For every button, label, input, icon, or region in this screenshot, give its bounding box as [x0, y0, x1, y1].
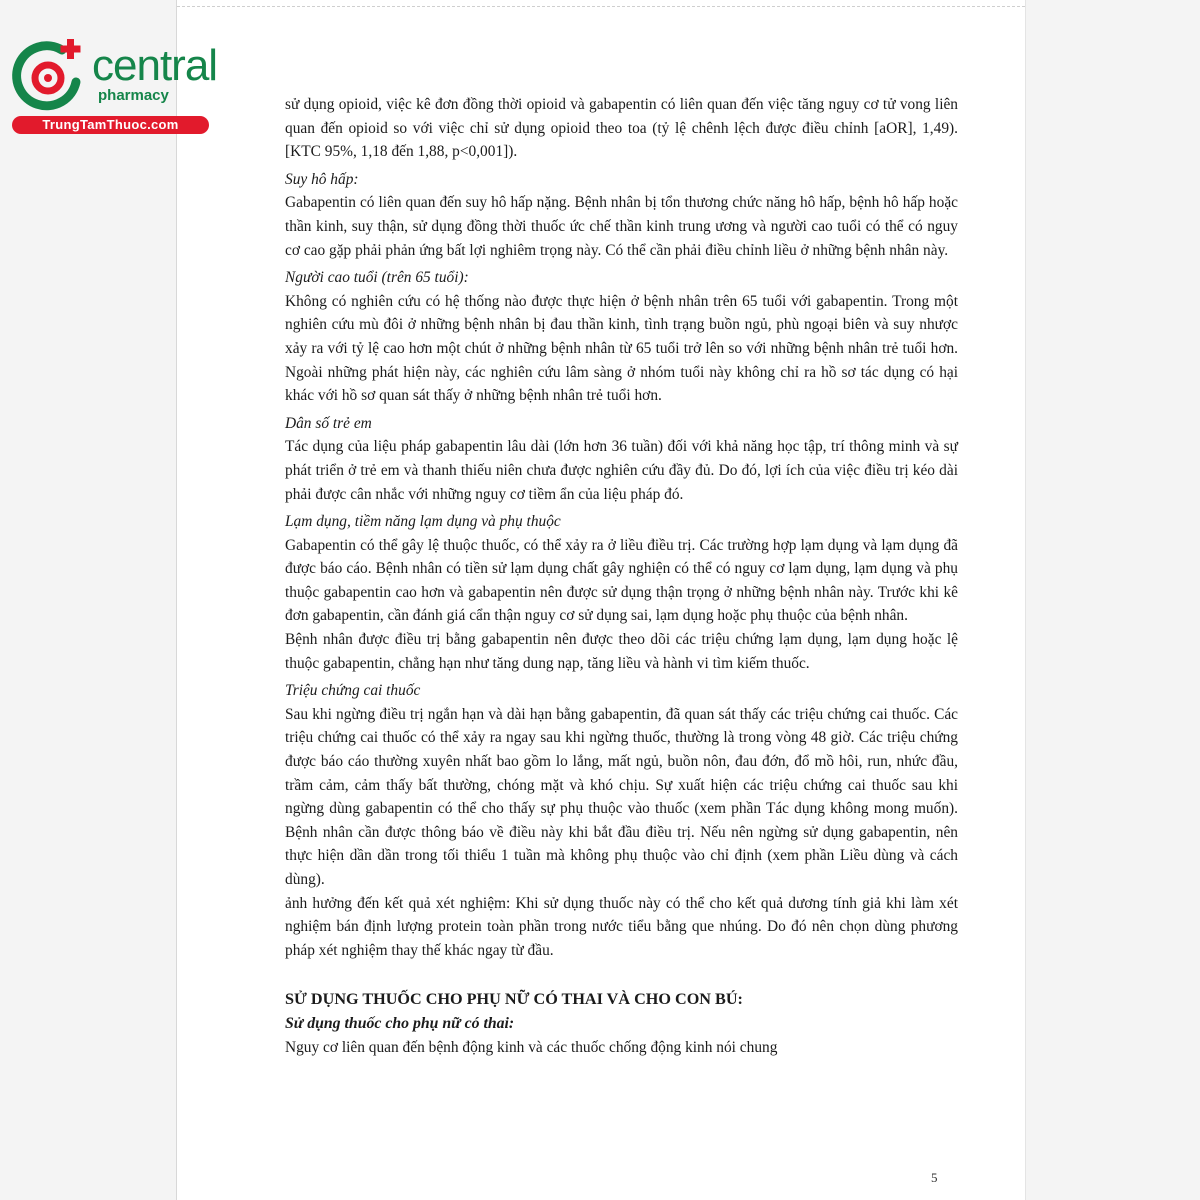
- section-paragraph: Gabapentin có liên quan đến suy hô hấp nặng. Bệnh nhân bị tổn thương chức năng hô hấp, bệnh hô hấp hoặc thần kinh, suy thận, sử dụng đồng thời thuốc ức chế thần kinh trung ương và người cao tuổi có thể có nguy cơ cao gặp phải phản ứng bất lợi nghiêm trọng này. Có thể cần phải điều chỉnh liều ở những bệnh nhân này.: [285, 194, 958, 259]
- central-pharmacy-logo: [10, 36, 218, 136]
- section-heading-pediatric: Dân số trẻ em: [285, 414, 372, 432]
- intro-paragraph: sử dụng opioid, việc kê đơn đồng thời opioid và gabapentin có liên quan đến việc tăng nguy cơ tử vong liên quan đến opioid so với việc chỉ sử dụng opioid theo toa (tỷ lệ chênh lệch được điều chỉnh [aOR], 1,49). [KTC 95%, 1,18 đến 1,88, p<0,001]).: [285, 96, 958, 161]
- page-number: 5: [931, 1170, 938, 1185]
- section-heading-withdrawal: Triệu chứng cai thuốc: [285, 682, 421, 700]
- section-paragraph: Sau khi ngừng điều trị ngắn hạn và dài hạn bằng gabapentin, đã quan sát thấy các triệu chứng cai thuốc. Các triệu chứng cai thuốc có thể xảy ra ngay sau khi ngừng thuốc, thường là trong vòng 48 giờ. Các triệu chứng được báo cáo thường xuyên nhất bao gồm lo lắng, mất ngủ, buồn nôn, đau đớn, đổ mồ hôi, run, nhức đầu, trầm cảm, cảm thấy bất thường, chóng mặt và khó chịu. Sự xuất hiện các triệu chứng cai thuốc sau khi ngừng dùng gabapentin có thể cho thấy sự phụ thuộc vào thuốc (xem phần Tác dụng không mong muốn). Bệnh nhân cần được thông báo về điều này khi bắt đầu điều trị. Nếu nên ngừng sử dụng gabapentin, nên thực hiện dần dần trong tối thiểu 1 tuần mà không phụ thuộc vào chỉ định (xem phần Liều dùng và cách dùng).: [285, 705, 958, 888]
- logo-brand-subtitle: pharmacy: [98, 87, 169, 104]
- page-edge-line: [177, 6, 1025, 7]
- section-heading-elderly: Người cao tuổi (trên 65 tuổi):: [285, 269, 469, 287]
- section-paragraph: Tác dụng của liệu pháp gabapentin lâu dài (lớn hơn 36 tuần) đối với khả năng học tập, trí thông minh và sự phát triển ở trẻ em và thanh thiếu niên chưa được nghiên cứu đầy đủ. Do đó, lợi ích của việc điều trị kéo dài phải được cân nhắc với những nguy cơ tiềm ẩn của liệu pháp đó.: [285, 438, 958, 503]
- final-line: Nguy cơ liên quan đến bệnh động kinh và các thuốc chống động kinh nói chung: [285, 1038, 778, 1056]
- section-title-pregnancy: SỬ DỤNG THUỐC CHO PHỤ NỮ CÓ THAI VÀ CHO CON BÚ:: [285, 990, 743, 1009]
- section-paragraph: Không có nghiên cứu có hệ thống nào được thực hiện ở bệnh nhân trên 65 tuổi với gabapentin. Trong một nghiên cứu mù đôi ở những bệnh nhân bị đau thần kinh, tình trạng buồn ngủ, phù ngoại biên và suy nhược xảy ra với tỷ lệ cao hơn một chút ở những bệnh nhân từ 65 tuổi trở lên so với những bệnh nhân trẻ tuổi hơn. Ngoài những phát hiện này, các nghiên cứu lâm sàng ở nhóm tuổi này không chỉ ra hồ sơ tác dụng có hại khác với hồ sơ quan sát thấy ở những bệnh nhân trẻ tuổi hơn.: [285, 292, 958, 405]
- logo-brand-name: central: [92, 41, 218, 90]
- section-heading-abuse: Lạm dụng, tiềm năng lạm dụng và phụ thuộc: [285, 513, 561, 531]
- section-heading-respiratory: Suy hô hấp:: [285, 170, 359, 188]
- logo-website: TrungTamThuoc.com: [12, 116, 209, 134]
- section-paragraph: Gabapentin có thể gây lệ thuộc thuốc, có thể xảy ra ở liều điều trị. Các trường hợp lạm dụng và lạm dụng đã được báo cáo. Bệnh nhân có tiền sử lạm dụng chất gây nghiện có thể có nguy cơ lạm dụng, lạm dụng và phụ thuộc gabapentin cao hơn và gabapentin nên được sử dụng thận trọng ở những bệnh nhân này. Trước khi kê đơn gabapentin, cần đánh giá cẩn thận nguy cơ sử dụng sai, lạm dụng hoặc phụ thuộc của bệnh nhân.: [285, 536, 958, 625]
- document-body: [285, 93, 958, 1059]
- central-pharmacy-logo-icon: [10, 36, 90, 116]
- subsection-title-pregnancy: Sử dụng thuốc cho phụ nữ có thai:: [285, 1014, 515, 1032]
- section-paragraph: ảnh hưởng đến kết quả xét nghiệm: Khi sử dụng thuốc này có thể cho kết quả dương tính giả khi làm xét nghiệm bán định lượng protein toàn phần trong nước tiểu bằng que nhúng. Do đó nên chọn dùng phương pháp xét nghiệm thay thế khác ngay từ đầu.: [285, 894, 958, 959]
- section-paragraph: Bệnh nhân được điều trị bằng gabapentin nên được theo dõi các triệu chứng lạm dụng, lạm dụng hoặc lệ thuộc gabapentin, chẳng hạn như tăng dung nạp, tăng liều và hành vi tìm kiếm thuốc.: [285, 631, 958, 672]
